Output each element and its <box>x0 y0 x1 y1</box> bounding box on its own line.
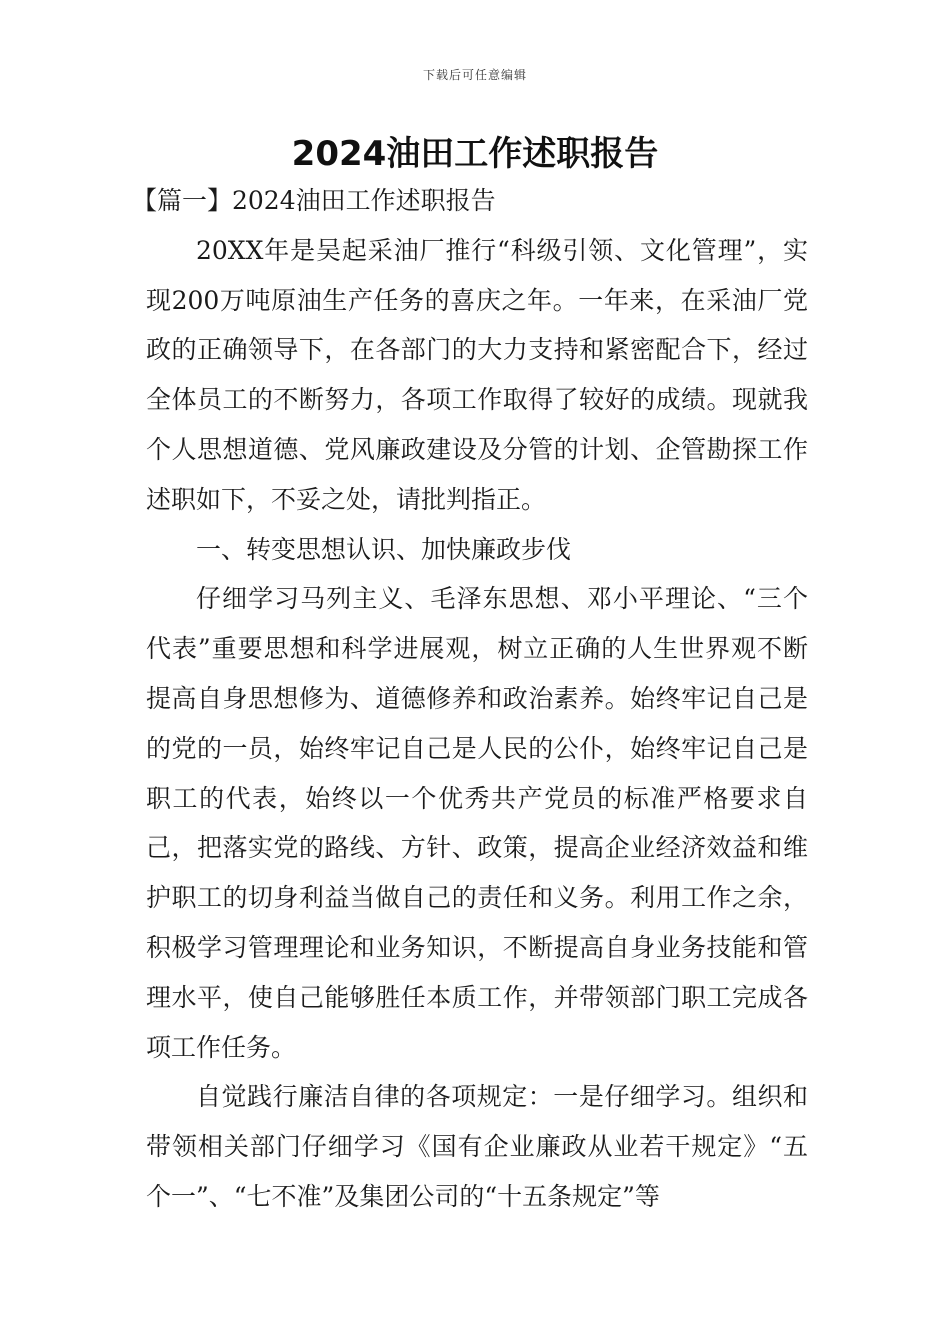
paragraph-integrity: 自觉践行廉洁自律的各项规定：一是仔细学习。组织和带领相关部门仔细学习《国有企业廉政从业若干规定》“五个一”、“七不准”及集团公司的“十五条规定”等 <box>146 1082 808 1211</box>
header-note: 下载后可任意编辑 <box>422 68 527 82</box>
paragraph-heading-one: 一、转变思想认识、加快廉政步伐 <box>196 534 572 564</box>
paragraph-study: 仔细学习马列主义、毛泽东思想、邓小平理论、“三个代表”重要思想和科学进展观，树立正确的人生世界观不断提高自身思想修为、道德修养和政治素养。始终牢记自己是的党的一员，始终牢记自己是人民的公仆，始终牢记自己是职工的代表，始终以一个优秀共产党员的标准严格要求自己，把落实党的路线、方针、政策，提高企业经济效益和维护职工的切身利益当做自己的责任和义务。利用工作之余，积极学习管理理论和业务知识，不断提高自身业务技能和管理水平，使自己能够胜任本质工作，并带领部门职工完成各项工作任务。 <box>146 584 808 1062</box>
document-body <box>132 176 808 1222</box>
section-header: 【篇一】2024油田工作述职报告 <box>132 186 496 215</box>
document-title: 2024油田工作述职报告 <box>291 134 659 174</box>
paragraph-intro: 20XX年是吴起采油厂推行“科级引领、文化管理”，实现200万吨原油生产任务的喜庆之年。一年来，在采油厂党政的正确领导下，在各部门的大力支持和紧密配合下，经过全体员工的不断努力，各项工作取得了较好的成绩。现就我个人思想道德、党风廉政建设及分管的计划、企管勘探工作述职如下，不妥之处，请批判指正。 <box>146 235 808 514</box>
